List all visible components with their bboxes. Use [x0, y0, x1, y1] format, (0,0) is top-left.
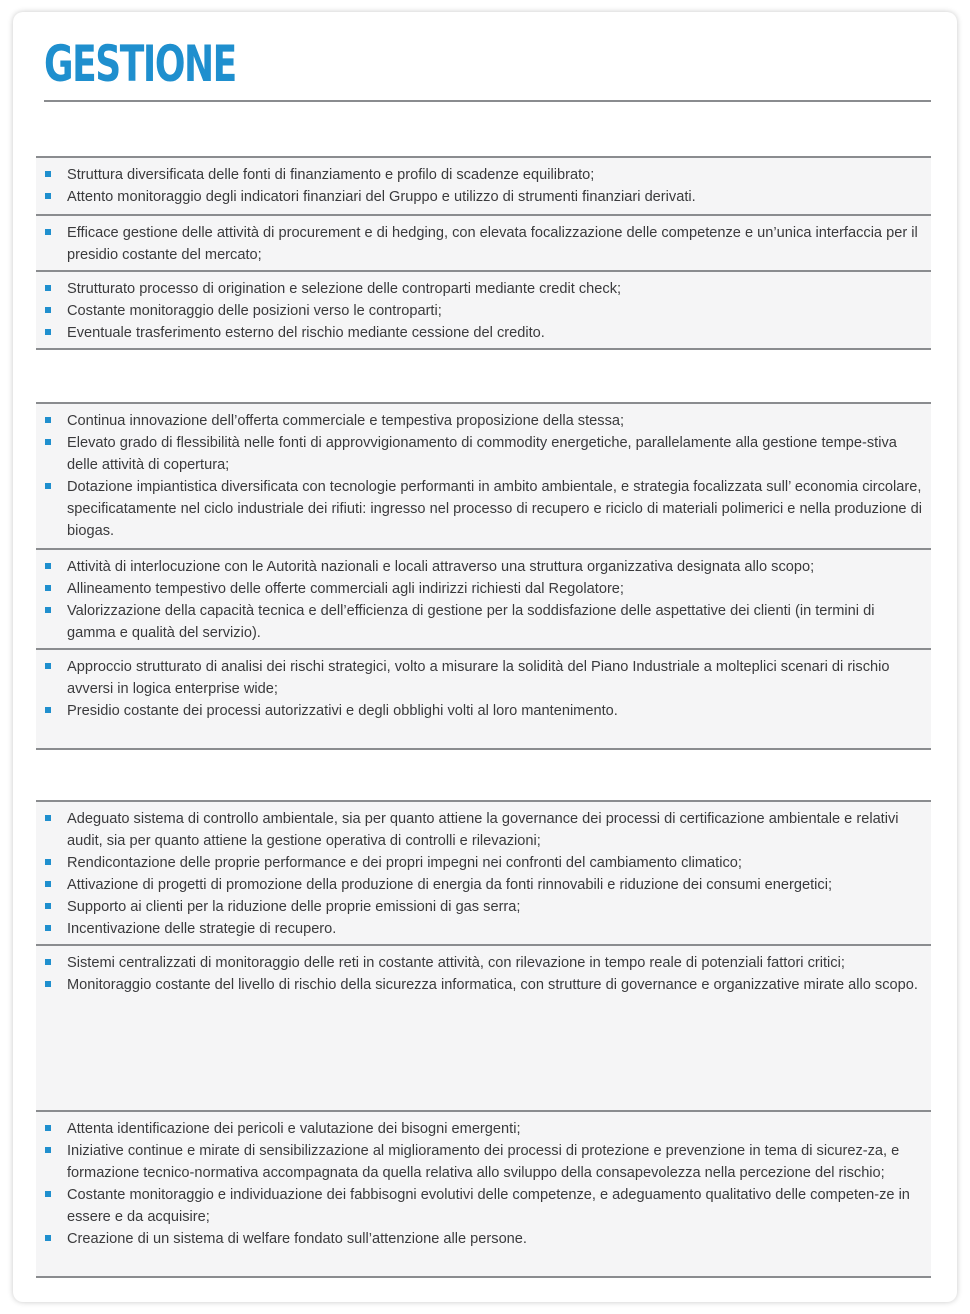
group-1-cell-1 — [36, 158, 931, 214]
list-item: Creazione di un sistema di welfare fondato sull’attenzione alle persone. — [36, 1228, 923, 1250]
group-1-cell-2 — [36, 214, 931, 270]
page-title: GESTIONE — [44, 35, 236, 93]
list-item: Continua innovazione dell’offerta commerciale e tempestiva proposizione della stessa; — [36, 410, 923, 432]
bullet-list — [36, 164, 923, 208]
list-item: Struttura diversificata delle fonti di finanziamento e profilo di scadenze equilibrato; — [36, 164, 923, 186]
list-item: Rendicontazione delle proprie performance e dei propri impegni nei confronti del cambiamento climatico; — [36, 852, 923, 874]
list-item: Eventuale trasferimento esterno del rischio mediante cessione del credito. — [36, 322, 923, 344]
list-item: Strutturato processo di origination e selezione delle controparti mediante credit check; — [36, 278, 923, 300]
bullet-list — [36, 278, 923, 344]
list-item: Dotazione impiantistica diversificata con tecnologie performanti in ambito ambientale, e strategia focalizzata sull’ economia circolare, specificatamente nel ciclo industriale dei rifiuti: ingresso nel processo di recupero e riciclo di materiali polimerici e nella produzione di biogas. — [36, 476, 923, 542]
title-divider — [44, 100, 931, 102]
bullet-list — [36, 952, 923, 996]
group-3-cell-2 — [36, 944, 931, 1110]
list-item: Costante monitoraggio e individuazione dei fabbisogni evolutivi delle competenze, e adeguamento qualitativo delle competen-ze in essere e da acquisire; — [36, 1184, 923, 1228]
group-2-cell-3 — [36, 648, 931, 748]
list-item: Approccio strutturato di analisi dei rischi strategici, volto a misurare la solidità del Piano Industriale a molteplici scenari di rischio avversi in logica enterprise wide; — [36, 656, 923, 700]
list-item: Attivazione di progetti di promozione della produzione di energia da fonti rinnovabili e riduzione dei consumi energetici; — [36, 874, 923, 896]
document-page — [13, 12, 957, 1302]
list-item: Valorizzazione della capacità tecnica e dell’efficienza di gestione per la soddisfazione delle aspettative dei clienti (in termini di gamma e qualità del servizio). — [36, 600, 923, 644]
bullet-list — [36, 1118, 923, 1250]
group-2-cell-1 — [36, 404, 931, 548]
list-item: Attività di interlocuzione con le Autorità nazionali e locali attraverso una struttura organizzativa designata allo scopo; — [36, 556, 923, 578]
risk-group-1 — [36, 156, 931, 350]
risk-group-3 — [36, 800, 931, 1278]
list-item: Iniziative continue e mirate di sensibilizzazione al miglioramento dei processi di protezione e prevenzione in tema di sicurez-za, e formazione tecnico-normativa accompagnata da quella relativa allo sviluppo della consapevolezza nella percezione del rischio; — [36, 1140, 923, 1184]
bullet-list — [36, 222, 923, 266]
group-3-cell-3 — [36, 1110, 931, 1276]
list-item: Costante monitoraggio delle posizioni verso le controparti; — [36, 300, 923, 322]
list-item: Elevato grado di flessibilità nelle fonti di approvvigionamento di commodity energetiche, parallelamente alla gestione tempe-stiva delle attività di copertura; — [36, 432, 923, 476]
bullet-list — [36, 808, 923, 940]
list-item: Supporto ai clienti per la riduzione delle proprie emissioni di gas serra; — [36, 896, 923, 918]
risk-group-2 — [36, 402, 931, 750]
group-3-cell-1 — [36, 802, 931, 944]
list-item: Incentivazione delle strategie di recupero. — [36, 918, 923, 940]
list-item: Attenta identificazione dei pericoli e valutazione dei bisogni emergenti; — [36, 1118, 923, 1140]
list-item: Monitoraggio costante del livello di rischio della sicurezza informatica, con strutture di governance e organizzative mirate allo scopo. — [36, 974, 923, 996]
list-item: Sistemi centralizzati di monitoraggio delle reti in costante attività, con rilevazione in tempo reale di potenziali fattori critici; — [36, 952, 923, 974]
bullet-list — [36, 656, 923, 722]
list-item: Efficace gestione delle attività di procurement e di hedging, con elevata focalizzazione delle competenze e un’unica interfaccia per il presidio costante del mercato; — [36, 222, 923, 266]
list-item: Adeguato sistema di controllo ambientale, sia per quanto attiene la governance dei processi di certificazione ambientale e relativi audit, sia per quanto attiene la gestione operativa di controlli e rilevazioni; — [36, 808, 923, 852]
group-1-cell-3 — [36, 270, 931, 348]
bullet-list — [36, 556, 923, 644]
list-item: Attento monitoraggio degli indicatori finanziari del Gruppo e utilizzo di strumenti finanziari derivati. — [36, 186, 923, 208]
group-2-cell-2 — [36, 548, 931, 648]
list-item: Allineamento tempestivo delle offerte commerciali agli indirizzi richiesti dal Regolatore; — [36, 578, 923, 600]
list-item: Presidio costante dei processi autorizzativi e degli obblighi volti al loro mantenimento. — [36, 700, 923, 722]
bullet-list — [36, 410, 923, 542]
